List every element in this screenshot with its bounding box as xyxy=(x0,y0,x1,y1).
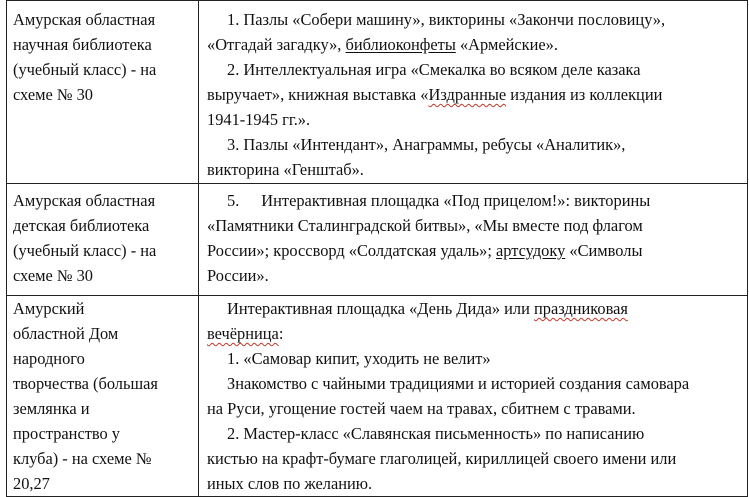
activity-line: 1941-1945 гг.». xyxy=(207,110,311,129)
misspelled-word: Издранные xyxy=(428,85,507,104)
activity-line: 5. Интерактивная площадка «Под прицелом!»: викторины xyxy=(227,191,651,210)
activities-cell xyxy=(199,1,748,184)
activity-line: 2. Интеллектуальная игра «Смекалка во всяком деле казака xyxy=(227,60,641,79)
activity-line: 1. Пазлы «Собери машину», викторины «Закончи пословицу», xyxy=(227,10,666,29)
table-row xyxy=(7,184,748,296)
venue-line: 20,27 xyxy=(13,474,50,493)
venue-line: клуба) - на схеме № xyxy=(13,449,152,468)
venue-cell xyxy=(7,184,199,296)
venue-line: народного xyxy=(13,349,85,368)
table-row xyxy=(7,1,748,184)
venue-line: (учебный класс) - на xyxy=(13,60,157,79)
activity-line: кистью на крафт-бумаге глаголицей, кириллицей своего имени или xyxy=(207,449,677,468)
activity-line: 1. «Самовар кипит, уходить не велит» xyxy=(227,349,491,368)
activity-line: Знакомство с чайными традициями и историей создания самовара xyxy=(227,374,690,393)
activity-line: «Отгадай загадку», библиоконфеты «Армейские». xyxy=(207,35,558,54)
activity-line: «Памятники Сталинградской битвы», «Мы вместе под флагом xyxy=(207,216,643,235)
venue-line: творчества (большая xyxy=(13,374,158,393)
activity-line: викторина «Генштаб». xyxy=(207,160,364,179)
venue-line: схеме № 30 xyxy=(13,266,93,285)
venue-line: Амурская областная xyxy=(13,191,156,210)
venue-line: (учебный класс) - на xyxy=(13,241,157,260)
venue-cell xyxy=(7,296,199,497)
table-row xyxy=(7,296,748,497)
activity-line: России»; кроссворд «Солдатская удаль»; артсудоку «Символы xyxy=(207,241,643,260)
venue-cell xyxy=(7,1,199,184)
misspelled-word: праздниковая xyxy=(533,299,628,318)
activity-line: Интерактивная площадка «День Дида» или праздниковая xyxy=(227,299,628,318)
activities-cell xyxy=(199,184,748,296)
activity-line: выручает», книжная выставка «Издранные издания из коллекции xyxy=(207,85,663,104)
activity-line: вечёрница: xyxy=(207,324,284,343)
activity-line: 3. Пазлы «Интендант», Анаграммы, ребусы «Аналитик», xyxy=(227,135,626,154)
venue-line: научная библиотека xyxy=(13,35,152,54)
venue-line: Амурский xyxy=(13,299,85,318)
venue-line: землянка и xyxy=(13,399,90,418)
venue-line: пространство у xyxy=(13,424,121,443)
venue-line: Амурская областная xyxy=(13,10,156,29)
misspelled-word: вечёрница xyxy=(207,324,279,343)
activity-line: иных слов по желанию. xyxy=(207,474,373,493)
venue-line: схеме № 30 xyxy=(13,85,93,104)
events-table xyxy=(6,0,748,497)
activity-line: 2. Мастер-класс «Славянская письменность» по написанию xyxy=(227,424,645,443)
venue-line: детская библиотека xyxy=(13,216,150,235)
venue-line: областной Дом xyxy=(13,324,119,343)
activity-line: России». xyxy=(207,266,269,285)
underlined-term: артсудоку xyxy=(495,241,566,260)
activity-line: на Руси, угощение гостей чаем на травах, сбитнем с травами. xyxy=(207,399,636,418)
underlined-term: библиоконфеты xyxy=(345,35,456,54)
activities-cell xyxy=(199,296,748,497)
